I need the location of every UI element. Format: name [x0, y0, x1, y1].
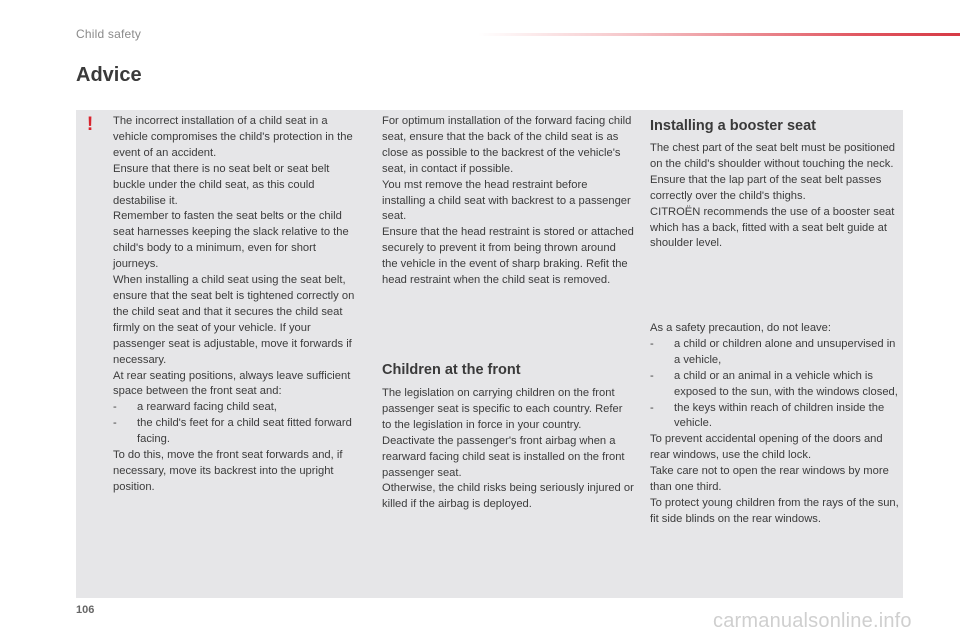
booster-seat-text: The chest part of the seat belt must be positioned on the child's shoulder without touching the neck. Ensure that the lap part of the seat belt passes correctly over the child's thighs. CITROËN recommends the use of a booster seat which has a back, fitted with a seat belt guide at shoulder level. [650, 142, 896, 250]
section-header: Child safety [76, 27, 142, 41]
list-dash: - [650, 337, 654, 350]
list-item: - a rearward facing child seat, [113, 400, 358, 416]
list-item: - a child or an animal in a vehicle which is exposed to the sun, with the windows closed, [650, 369, 898, 398]
list-dash: - [113, 401, 117, 414]
list-dash: - [113, 417, 117, 430]
warning-column [113, 114, 358, 496]
warning-text-after: To do this, move the front seat forwards and, if necessary, move its backrest into the upright position. [113, 449, 343, 493]
children-front-text: The legislation on carrying children on the front passenger seat is specific to each country. Refer to the legislation in force in your country. Deactivate the passenger's front airbag when a rearward facing child seat is installed on the front passenger seat. Otherwise, the child risks being seriously injured or killed if the airbag is deployed. [382, 387, 634, 511]
precaution-list [650, 337, 902, 432]
list-item: - a child or children alone and unsupervised in a vehicle, [650, 337, 896, 366]
installation-text: For optimum installation of the forward facing child seat, ensure that the back of the child seat is as close as possible to the backrest of the vehicle's seat, in contact if possible. You mst remove the head restraint before installing a child seat with backrest to a passenger seat. Ensure that the head restraint is stored or attached securely to prevent it from being thrown around the vehicle in the event of sharp braking. Refit the head restraint when the child seat is removed. [382, 115, 634, 287]
page-number: 106 [76, 604, 95, 616]
watermark: carmanualsonline.info [713, 610, 912, 632]
safety-precaution-column [650, 321, 902, 528]
exclamation-icon: ! [86, 114, 94, 135]
list-dash: - [650, 401, 654, 414]
list-item: - the child's feet for a child seat fitted forward facing. [113, 417, 352, 446]
children-front-heading: Children at the front [382, 362, 521, 378]
rear-space-list [113, 400, 358, 448]
precaution-intro: As a safety precaution, do not leave: [650, 322, 831, 334]
precaution-after: To prevent accidental opening of the doors and rear windows, use the child lock. Take care not to open the rear windows by more than one third. To protect young children from the rays of the sun, fit side blinds on the rear windows. [650, 433, 899, 525]
list-item: - the keys within reach of children inside the vehicle. [650, 401, 885, 430]
booster-seat-heading: Installing a booster seat [650, 118, 816, 134]
header-accent-bar [478, 33, 960, 36]
list-dash: - [650, 369, 654, 382]
page-title: Advice [76, 64, 142, 86]
installation-column [382, 114, 634, 289]
warning-text: The incorrect installation of a child seat in a vehicle compromises the child's protection in the event of an accident. Ensure that there is no seat belt or seat belt buckle under the child seat, as this could destabilise it. Remember to fasten the seat belts or the child seat harnesses keeping the slack relative to the child's body to a minimum, even for short journeys. When installing a child seat using the seat belt, ensure that the seat belt is tightened correctly on the child seat and that it secures the child seat firmly on the seat of your vehicle. If your passenger seat is adjustable, move it forwards if necessary. At rear seating positions, always leave sufficient space between the front seat and: [113, 115, 355, 398]
